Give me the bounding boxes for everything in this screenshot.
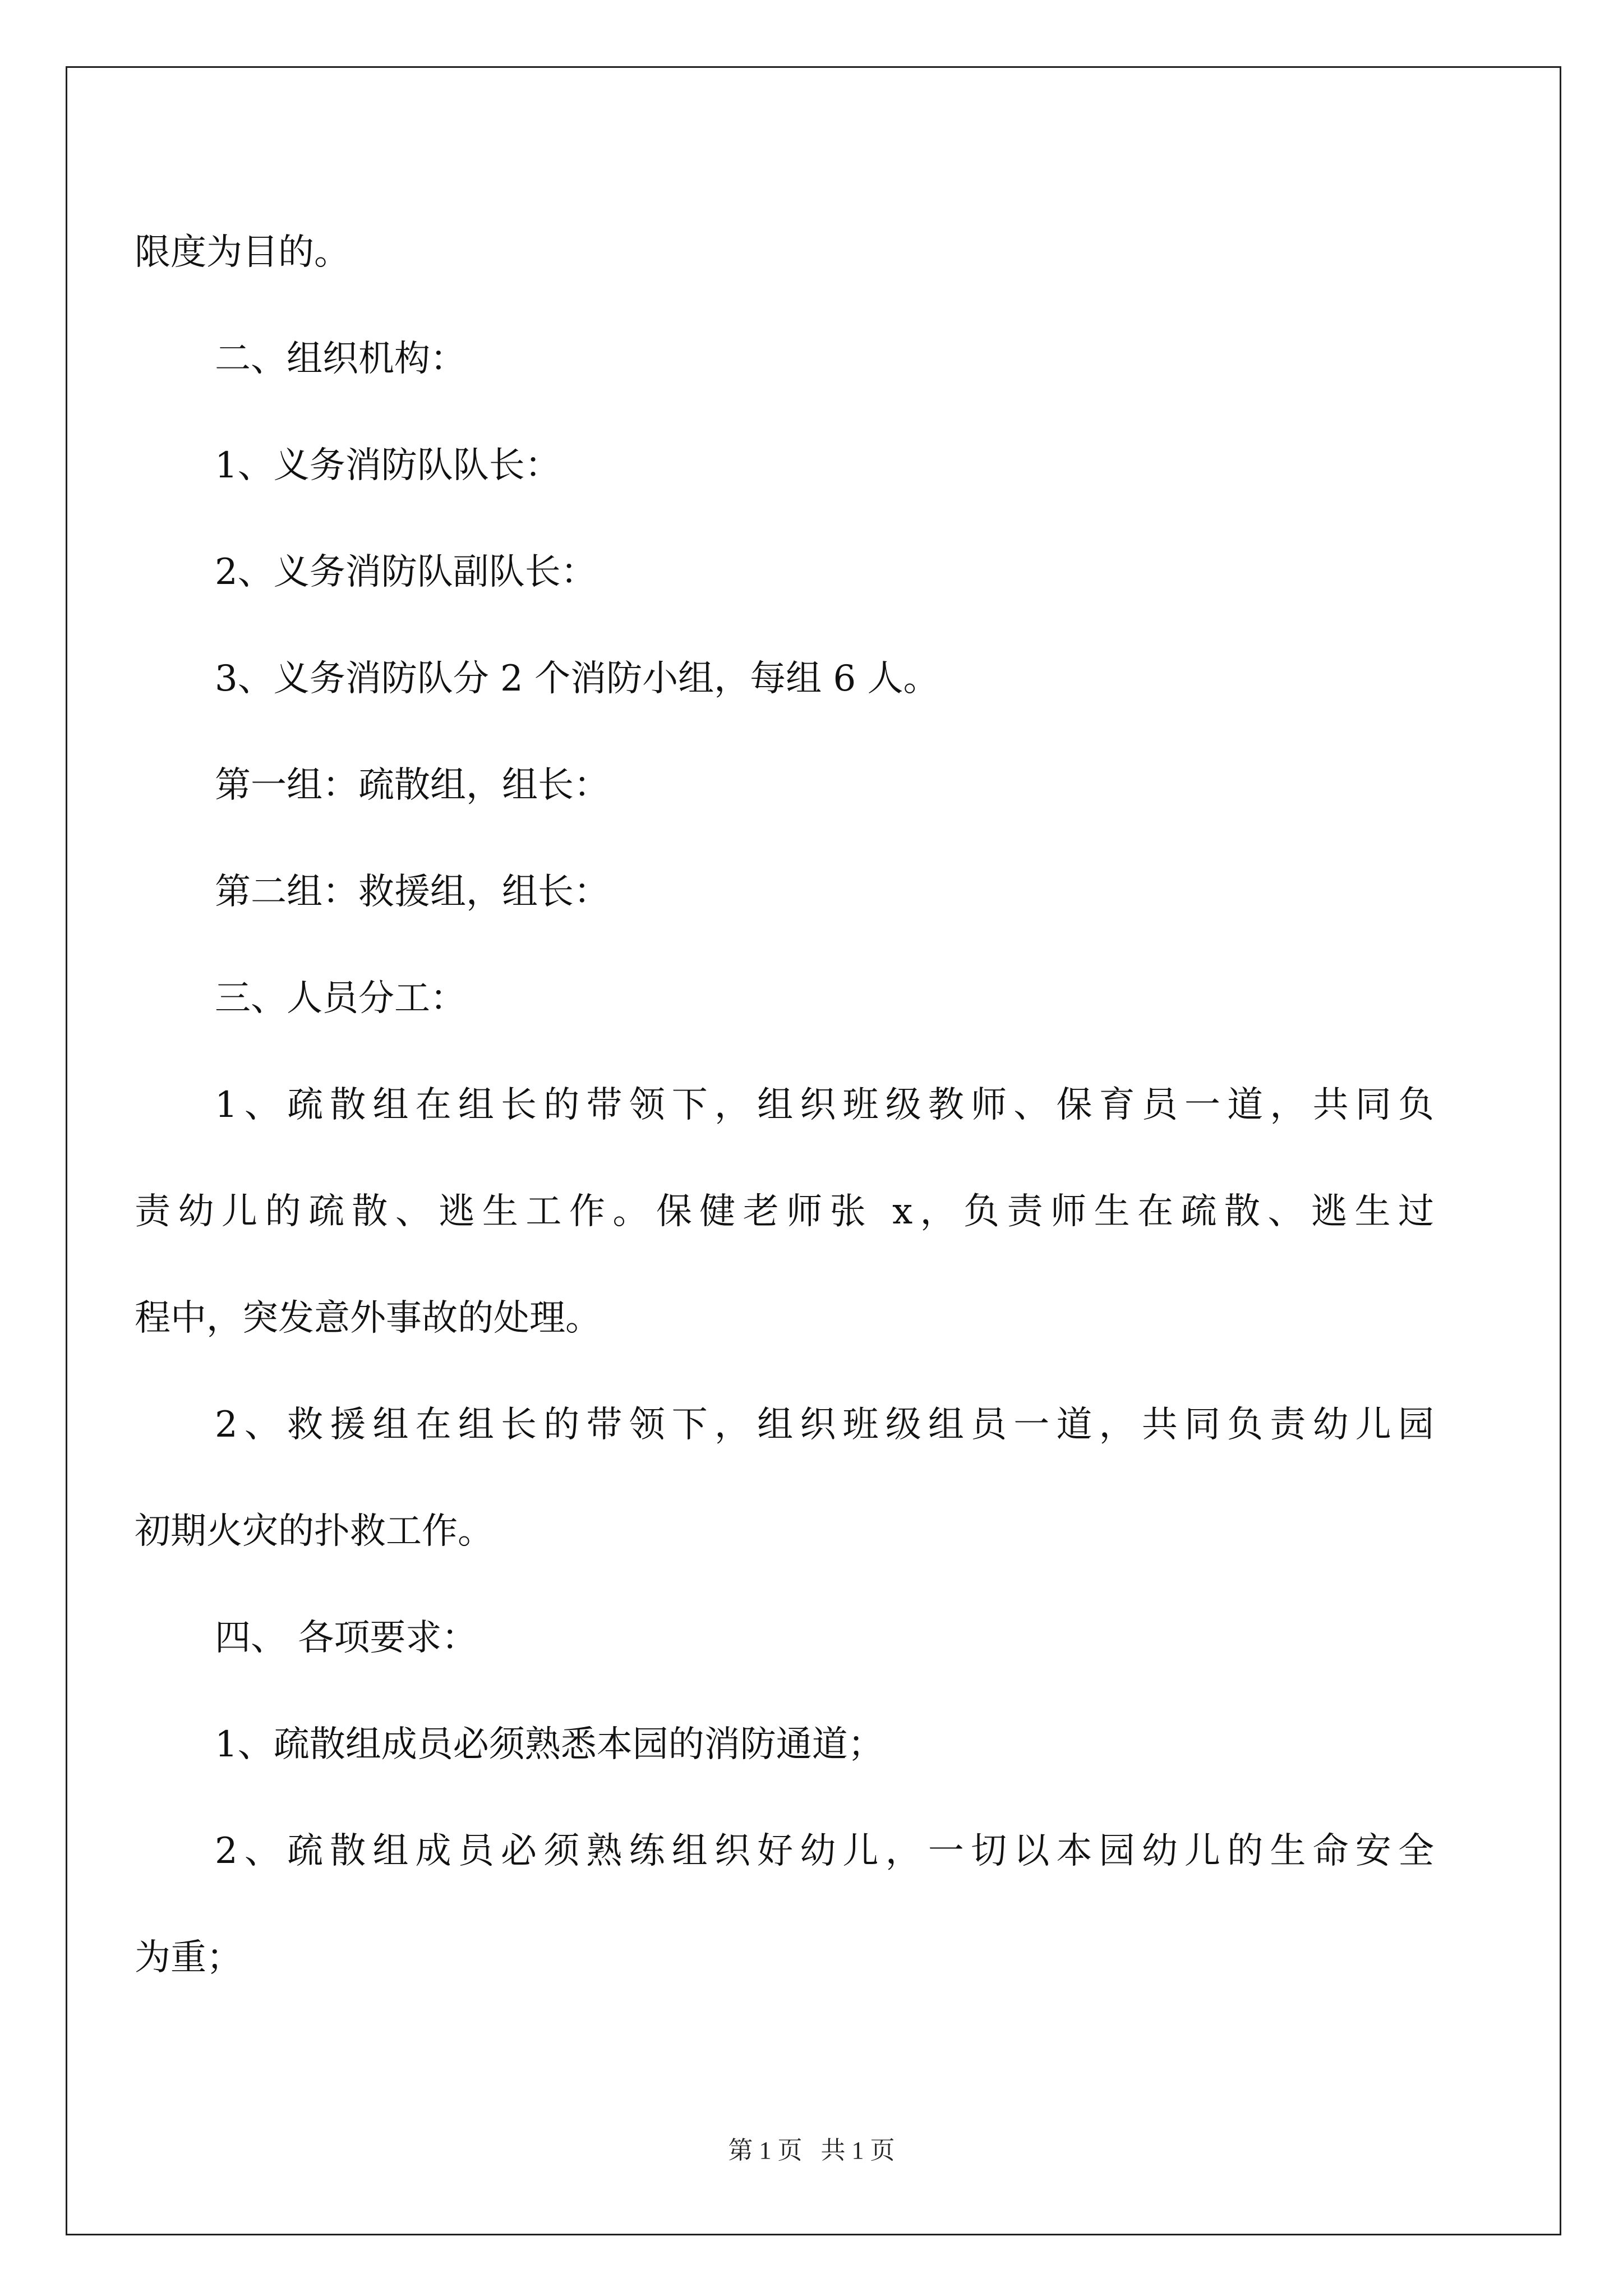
division-item-2-line-2: 初期火灾的扑救工作。: [135, 1511, 494, 1552]
group-one-line: 第一组：疏散组，组长：: [215, 765, 610, 806]
requirement-item-1: 1、疏散组成员必须熟悉本园的消防通道；: [215, 1724, 884, 1765]
group-two-line: 第二组：救援组，组长：: [215, 871, 610, 913]
division-item-2-line-1: 2、救援组在组长的带领下，组织班级组员一道，共同负责幼儿园: [215, 1404, 1434, 1446]
page-border: [66, 66, 1561, 2235]
paragraph-line-1: 限度为目的。: [135, 232, 350, 273]
list-item-vice-captain: 2、义务消防队副队长：: [215, 551, 597, 593]
section-heading-division: 三、人员分工：: [215, 978, 466, 1019]
list-item-groups: 3、义务消防队分 2 个消防小组，每组 6 人。: [215, 658, 939, 700]
list-item-captain: 1、义务消防队队长：: [215, 445, 561, 486]
requirement-item-2-line-2: 为重；: [135, 1937, 242, 1978]
requirement-item-2-line-1: 2、疏散组成员必须熟练组织好幼儿，一切以本园幼儿的生命安全: [215, 1830, 1434, 1872]
division-item-1-line-3: 程中，突发意外事故的处理。: [135, 1297, 601, 1339]
page-number: 第 1 页 共 1 页: [728, 2137, 895, 2164]
section-heading-requirements: 四、 各项要求：: [215, 1617, 478, 1659]
division-item-1-line-2: 责幼儿的疏散、逃生工作。保健老师张 x，负责师生在疏散、逃生过: [135, 1191, 1434, 1232]
division-item-1-line-1: 1、疏散组在组长的带领下，组织班级教师、保育员一道，共同负: [215, 1084, 1434, 1126]
page-footer: [0, 2138, 1623, 2163]
section-heading-organization: 二、组织机构：: [215, 338, 466, 380]
